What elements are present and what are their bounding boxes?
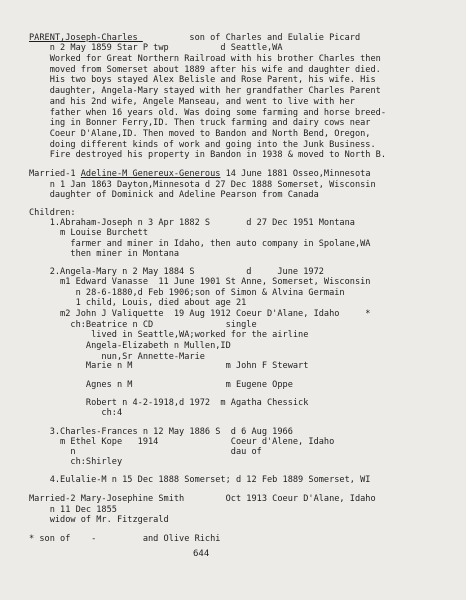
document-line: Married-1 Adeline-M Genereux-Generous 14 June 1881 Osseo,Minnesota: [29, 169, 371, 179]
document-line: n 11 Dec 1855: [29, 505, 117, 515]
document-line: Worked for Great Northern Railroad with his brother Charles then: [29, 54, 381, 64]
underlined-name: PARENT,Joseph-Charles: [29, 33, 143, 43]
document-line: then miner in Montana: [29, 249, 180, 259]
document-line: Robert n 4-2-1918,d 1972 m Agatha Chessick: [29, 398, 309, 408]
document-line: n 2 May 1859 Star P twp d Seattle,WA: [29, 43, 283, 53]
document-line: moved from Somerset about 1889 after his wife and daughter died.: [29, 65, 381, 75]
document-line: PARENT,Joseph-Charles son of Charles and Eulalie Picard: [29, 33, 361, 43]
document-line: farmer and miner in Idaho, then auto company in Spolane,WA: [29, 239, 371, 249]
document-line: 1 child, Louis, died about age 21: [29, 298, 247, 308]
document-line: Agnes n M m Eugene Oppe: [29, 380, 293, 390]
document-line: n 1 Jan 1863 Dayton,Minnesota d 27 Dec 1888 Somerset, Wisconsin: [29, 180, 376, 190]
document-line: Angela-Elizabeth n Mullen,ID: [29, 341, 231, 351]
document-line: father when 16 years old. Was doing some farming and horse breed-: [29, 108, 386, 118]
document-line: 4.Eulalie-M n 15 Dec 1888 Somerset; d 12 Feb 1889 Somerset, WI: [29, 475, 371, 485]
page-number: 644: [193, 549, 210, 559]
document-line: n 28-6-1880,d Feb 1906;son of Simon & Alvina Germain: [29, 288, 345, 298]
document-line: 1.Abraham-Joseph n 3 Apr 1882 S d 27 Dec 1951 Montana: [29, 218, 355, 228]
document-line: ing in Bonner Ferry,ID. Then truck farming and dairy cows near: [29, 118, 371, 128]
document-line: and his 2nd wife, Angele Manseau, and went to live with her: [29, 97, 355, 107]
document-line: lived in Seattle,WA;worked for the airline: [29, 330, 309, 340]
document-line: doing different kinds of work and going into the Junk Business.: [29, 140, 376, 150]
document-line: Fire destroyed his property in Bandon in 1938 & moved to North B.: [29, 150, 386, 160]
document-line: daughter of Dominick and Adeline Pearson from Canada: [29, 190, 319, 200]
document-line: Coeur D'Alane,ID. Then moved to Bandon and North Bend, Oregon,: [29, 129, 371, 139]
document-line: m Louise Burchett: [29, 228, 148, 238]
document-line: n dau of: [29, 447, 262, 457]
document-line: ch:Beatrice n CD single: [29, 320, 257, 330]
document-line: widow of Mr. Fitzgerald: [29, 515, 169, 525]
document-line: ch:Shirley: [29, 457, 123, 467]
document-line: m1 Edward Vanasse 11 June 1901 St Anne, Somerset, Wisconsin: [29, 277, 371, 287]
document-line: His two boys stayed Alex Belisle and Rose Parent, his wife. His: [29, 75, 376, 85]
document-line: m Ethel Kope 1914 Coeur d'Alene, Idaho: [29, 437, 335, 447]
document-line: m2 John J Valiquette 19 Aug 1912 Coeur D'Alane, Idaho *: [29, 309, 371, 319]
document-line: Children:: [29, 208, 76, 218]
underlined-name: Adeline-M Genereux-Generous: [80, 169, 221, 179]
document-line: Marie n M m John F Stewart: [29, 361, 309, 371]
document-line: * son of - and Olive Richi: [29, 534, 221, 544]
document-line: 3.Charles-Frances n 12 May 1886 S d 6 Aug 1966: [29, 427, 293, 437]
document-line: daughter, Angela-Mary stayed with her grandfather Charles Parent: [29, 86, 381, 96]
document-line: nun,Sr Annette-Marie: [29, 352, 205, 362]
document-line: 2.Angela-Mary n 2 May 1884 S d June 1972: [29, 267, 324, 277]
document-line: ch:4: [29, 408, 123, 418]
document-line: Married-2 Mary-Josephine Smith Oct 1913 Coeur D'Alane, Idaho: [29, 494, 376, 504]
